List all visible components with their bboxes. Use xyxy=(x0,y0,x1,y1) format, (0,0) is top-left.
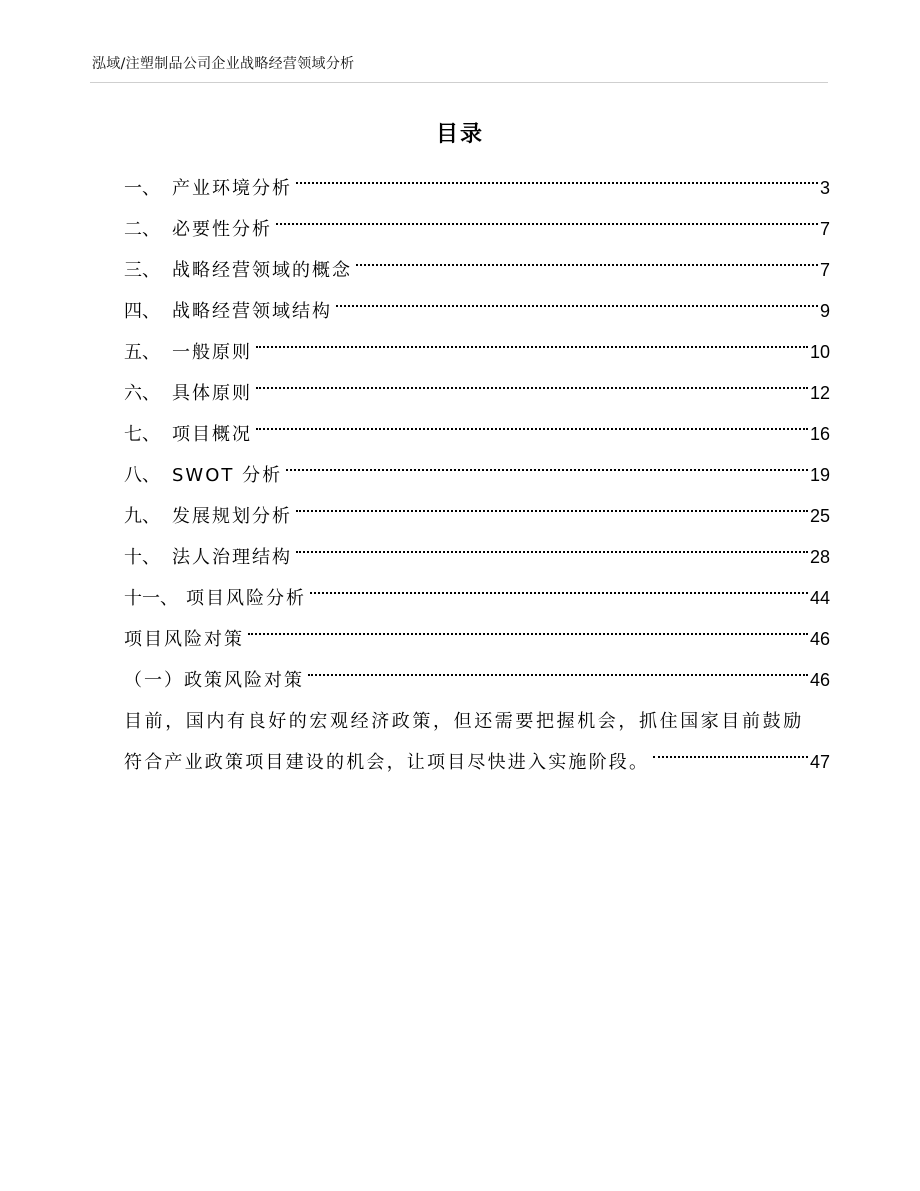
dot-leader xyxy=(256,346,808,348)
toc-entry-title-line2: 符合产业政策项目建设的机会，让项目尽快进入实施阶段。 xyxy=(124,752,650,773)
toc-entry-page: 16 xyxy=(809,424,830,444)
toc-entry-title: 战略经营领域结构 xyxy=(172,301,332,322)
toc-title: 目录 xyxy=(435,122,484,147)
toc-entry-page: 25 xyxy=(809,506,830,526)
dot-leader xyxy=(256,387,808,389)
toc-entry-page: 44 xyxy=(809,588,830,608)
toc-entry-page: 7 xyxy=(819,219,830,239)
toc-entry-line2 xyxy=(124,742,830,783)
toc-entry-number: 七、 xyxy=(124,424,160,445)
dot-leader xyxy=(356,264,818,266)
toc-entry-title: 一般原则 xyxy=(172,342,252,363)
dot-leader xyxy=(336,305,818,307)
dot-leader xyxy=(296,551,808,553)
toc-entry-number: 五、 xyxy=(124,342,160,363)
toc-entry[interactable] xyxy=(124,578,830,619)
toc-entry-title: 具体原则 xyxy=(172,383,252,404)
dot-leader xyxy=(286,469,808,471)
toc-entry-page: 28 xyxy=(809,547,830,567)
toc-entry-title: 战略经营领域的概念 xyxy=(172,260,352,281)
toc-entry-title: 项目概况 xyxy=(172,424,252,445)
toc-entry-page: 19 xyxy=(809,465,830,485)
toc-entry-title: SWOT 分析 xyxy=(172,465,283,486)
dot-leader xyxy=(308,674,808,676)
dot-leader xyxy=(296,182,818,184)
table-of-contents xyxy=(124,168,830,783)
toc-entry-page: 46 xyxy=(809,629,830,649)
toc-entry-number: 八、 xyxy=(124,465,160,486)
toc-entry-page: 9 xyxy=(819,301,830,321)
toc-entry[interactable] xyxy=(124,496,830,537)
toc-entry[interactable] xyxy=(124,209,830,250)
toc-entry-number: 十、 xyxy=(124,547,160,568)
toc-entry-title: 发展规划分析 xyxy=(172,506,292,527)
toc-entry-page: 7 xyxy=(819,260,830,280)
toc-entry[interactable] xyxy=(124,168,830,209)
header-divider xyxy=(90,82,828,83)
toc-entry-page: 10 xyxy=(809,342,830,362)
toc-entry-title-line1: 目前，国内有良好的宏观经济政策，但还需要把握机会，抓住国家目前鼓励 xyxy=(124,711,804,732)
dot-leader xyxy=(296,510,808,512)
toc-entry-title: 项目风险对策 xyxy=(124,629,244,650)
dot-leader xyxy=(248,633,808,635)
running-header: 泓域/注塑制品公司企业战略经营领域分析 xyxy=(92,56,355,72)
toc-entry[interactable] xyxy=(124,660,830,701)
toc-entry-number: 三、 xyxy=(124,260,160,281)
toc-entry[interactable] xyxy=(124,619,830,660)
toc-entry[interactable] xyxy=(124,373,830,414)
toc-entry-number: 二、 xyxy=(124,219,160,240)
toc-entry[interactable] xyxy=(124,332,830,373)
toc-entry-page: 47 xyxy=(809,752,830,772)
dot-leader xyxy=(653,756,808,758)
toc-entry[interactable] xyxy=(124,414,830,455)
toc-entry-page: 3 xyxy=(819,178,830,198)
toc-entry[interactable] xyxy=(124,291,830,332)
toc-entry-title: 法人治理结构 xyxy=(172,547,292,568)
toc-entry-page: 46 xyxy=(809,670,830,690)
toc-entry-long[interactable] xyxy=(124,701,830,783)
toc-entry-number: 九、 xyxy=(124,506,160,527)
toc-entry-number: 四、 xyxy=(124,301,160,322)
toc-entry-page: 12 xyxy=(809,383,830,403)
toc-entry-number: 六、 xyxy=(124,383,160,404)
toc-entry-number: 一、 xyxy=(124,178,160,199)
toc-entry-title: 必要性分析 xyxy=(172,219,272,240)
dot-leader xyxy=(276,223,818,225)
toc-entry-title: 产业环境分析 xyxy=(172,178,292,199)
toc-entry[interactable] xyxy=(124,250,830,291)
toc-entry-title: （一）政策风险对策 xyxy=(124,670,304,691)
toc-entry[interactable] xyxy=(124,537,830,578)
dot-leader xyxy=(256,428,808,430)
toc-entry-number: 十一、 xyxy=(124,588,178,609)
toc-entry[interactable] xyxy=(124,455,830,496)
dot-leader xyxy=(310,592,808,594)
toc-entry-title: 项目风险分析 xyxy=(186,588,306,609)
